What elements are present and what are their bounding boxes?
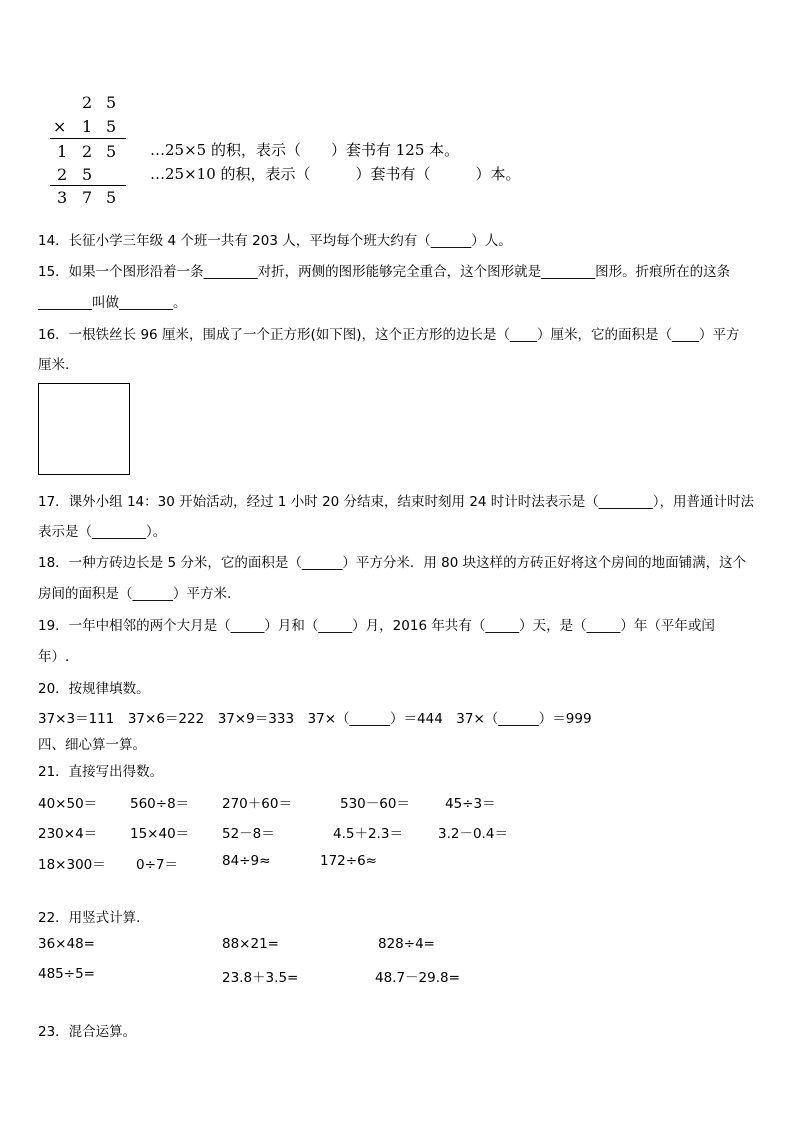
mult-note-2: …25×10 的积，表示（ ）套书有（ ）本。 — [150, 165, 521, 183]
written-calc-item: 48.7－29.8= — [375, 970, 460, 986]
written-calc-item: 828÷4= — [378, 936, 435, 952]
mult-digit: 3 — [57, 188, 68, 207]
question-17-line-1: 17．课外小组 14：30 开始活动，经过 1 小时 20 分结束，结束时刻用 24 时计时法表示是（________），用普通计时法 — [38, 494, 755, 510]
oral-calc-item: 18×300＝ — [38, 857, 106, 873]
written-calc-item: 88×21= — [222, 936, 279, 952]
oral-calc-item: 4.5＋2.3＝ — [333, 826, 403, 842]
oral-calc-item: 15×40＝ — [130, 826, 190, 842]
mult-digit: 2 — [82, 93, 93, 112]
mult-digit: 7 — [82, 188, 93, 207]
section-heading-4: 四、细心算一算。 — [38, 737, 146, 753]
oral-calc-item: 560÷8＝ — [130, 796, 190, 812]
mult-line — [50, 138, 126, 139]
oral-calc-item: 45÷3＝ — [445, 796, 496, 812]
oral-calc-item: 230×4＝ — [38, 826, 98, 842]
question-16-line-2: 厘米. — [38, 357, 70, 373]
oral-calc-item: 0÷7＝ — [136, 857, 178, 873]
oral-calc-item: 40×50＝ — [38, 796, 98, 812]
mult-digit: 5 — [106, 93, 117, 112]
oral-calc-item: 270＋60＝ — [222, 796, 292, 812]
question-20: 20．按规律填数。 — [38, 681, 150, 697]
oral-calc-item: 52－8＝ — [222, 826, 275, 842]
question-19-line-2: 年）. — [38, 649, 70, 665]
question-14: 14．长征小学三年级 4 个班一共有 203 人，平均每个班大约有（______）人。 — [38, 233, 512, 249]
written-calc-item: 36×48= — [38, 936, 95, 952]
mult-digit: 5 — [82, 165, 93, 184]
question-17-line-2: 表示是（________）。 — [38, 524, 167, 540]
oral-calc-item: 172÷6≈ — [320, 853, 377, 869]
mult-line — [50, 185, 126, 186]
oral-calc-item: 530－60＝ — [340, 796, 410, 812]
question-22: 22．用竖式计算. — [38, 910, 141, 926]
mult-digit: 5 — [106, 188, 117, 207]
question-15-line-1: 15．如果一个图形沿着一条________对折，两侧的图形能够完全重合，这个图形就是________图形。折痕所在的这条 — [38, 264, 731, 280]
mult-digit: 2 — [82, 142, 93, 161]
written-calc-item: 485÷5= — [38, 966, 95, 982]
mult-digit: 5 — [106, 142, 117, 161]
question-19-line-1: 19．一年中相邻的两个大月是（_____）月和（_____）月，2016 年共有（_____）天，是（_____）年（平年或闰 — [38, 618, 715, 634]
oral-calc-item: 3.2－0.4＝ — [438, 826, 508, 842]
question-23: 23．混合运算。 — [38, 1024, 137, 1040]
question-21: 21．直接写出得数。 — [38, 764, 164, 780]
question-15-line-2: ________叫做________。 — [38, 295, 187, 311]
question-18-line-1: 18．一种方砖边长是 5 分米，它的面积是（______）平方分米．用 80 块这样的方砖正好将这个房间的地面铺满，这个 — [38, 555, 747, 571]
question-20-sequence: 37×3＝111 37×6＝222 37×9＝333 37×（______）＝444 37×（______）＝999 — [38, 711, 592, 727]
mult-digit: 1 — [57, 142, 68, 161]
mult-digit: 5 — [106, 117, 117, 136]
multiply-sign: × — [53, 117, 67, 136]
mult-digit: 1 — [82, 117, 93, 136]
question-16-line-1: 16．一根铁丝长 96 厘米，围成了一个正方形(如下图)，这个正方形的边长是（____）厘米，它的面积是（____）平方 — [38, 327, 740, 343]
square-figure — [38, 383, 130, 475]
written-calc-item: 23.8＋3.5= — [222, 970, 299, 986]
oral-calc-item: 84÷9≈ — [222, 853, 271, 869]
mult-digit: 2 — [57, 165, 68, 184]
question-18-line-2: 房间的面积是（______）平方米. — [38, 586, 232, 602]
mult-note-1: …25×5 的积，表示（ ）套书有 125 本。 — [150, 141, 460, 159]
